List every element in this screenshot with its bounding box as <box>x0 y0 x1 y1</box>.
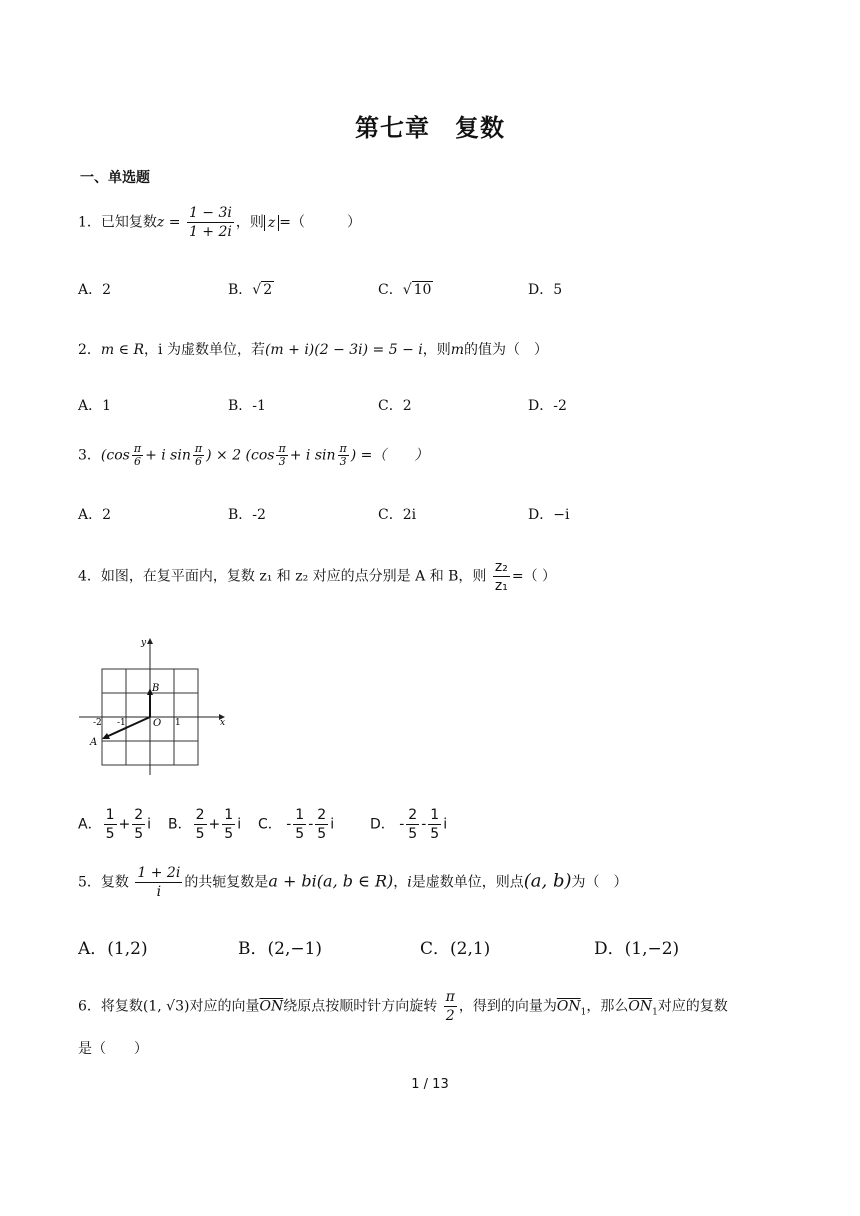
question-3 <box>78 443 428 468</box>
question-5 <box>78 864 628 901</box>
x-axis-label: x <box>220 718 226 728</box>
q1-option-c-letter: C． <box>378 282 403 298</box>
y-axis-label: y <box>141 638 147 648</box>
q3-frac-4-den: 3 <box>339 455 347 468</box>
q2-option-d: D．-2 <box>528 398 567 414</box>
tick-label-minus-1: -1 <box>117 718 126 728</box>
q1-option-c-radicand: 10 <box>413 282 432 298</box>
q2-text-c: ，则 <box>422 342 451 358</box>
q4-option-c-i: i <box>330 816 335 833</box>
q4-option-c-sign: - <box>286 816 292 833</box>
q4-option-a-op: + <box>118 816 131 833</box>
q1-mid: ，则 <box>235 214 264 231</box>
q3-option-a: A．2 <box>78 507 112 523</box>
q2-m-in-r: m ∈ R <box>100 342 145 358</box>
q4-option-b-letter: B． <box>168 816 192 833</box>
q3-frac-4-num: π <box>339 442 347 455</box>
q2-number: 2． <box>78 342 101 358</box>
q4-option-b-frac-1 <box>194 806 207 843</box>
q3-frac-2 <box>193 443 204 468</box>
q4-option-c-letter: C． <box>258 816 282 833</box>
q1-option-c <box>378 279 433 299</box>
q4-text: 4．如图，在复平面内，复数 z₁ 和 z₂ 对应的点分别是 A 和 B，则 <box>78 568 487 585</box>
q2-equation: (m + i)(2 − 3i) = 5 − i <box>264 342 423 358</box>
q4-option-d-sign: - <box>399 816 405 833</box>
q4-option-a-i: i <box>147 816 152 833</box>
q6-suffix: 对应的复数 <box>657 998 728 1015</box>
q1-option-b-letter: B． <box>228 282 253 298</box>
q4-option-d-frac-2-den: 5 <box>430 826 440 842</box>
complex-plane-figure <box>75 632 235 780</box>
q6-vector-on: $\overline{ON}$ <box>259 998 284 1015</box>
q4-option-d-op: - <box>421 816 427 833</box>
q4-suffix: =（ ） <box>511 568 557 585</box>
q1-option-b <box>228 279 274 299</box>
q1-option-a: A．2 <box>78 282 112 298</box>
q4-option-c-op: - <box>308 816 314 833</box>
q1-prefix: 1．已知复数 <box>78 214 157 231</box>
q6-denominator: 2 <box>445 1008 455 1024</box>
q4-option-c-frac-2-den: 5 <box>317 826 327 842</box>
q4-option-d <box>370 806 447 843</box>
section-heading: 一、单选题 <box>80 170 150 186</box>
question-6 <box>78 988 728 1025</box>
q3-option-d: D．−i <box>528 507 570 523</box>
q4-option-c-frac-1 <box>293 806 306 843</box>
q1-fraction <box>187 204 234 241</box>
q6-vector-on1-b-sub: 1 <box>652 1007 658 1018</box>
q5-expression: a + bi(a, b ∈ R) <box>268 871 394 891</box>
page-title: 第七章 复数 <box>355 114 505 142</box>
q1-option-d: D．5 <box>528 282 563 298</box>
q6-vector-on1: $\overline{ON}$ <box>556 998 581 1015</box>
q5-prefix: 5．复数 <box>78 874 129 891</box>
q5-option-a: A．(1,2) <box>78 939 148 959</box>
q4-option-c-frac-2 <box>315 806 328 843</box>
q3-expr-b: + i sin <box>145 447 191 464</box>
q1-numerator: 1 − 3i <box>188 205 232 221</box>
q5-i: i <box>407 874 412 891</box>
q4-option-d-letter: D． <box>370 816 395 833</box>
vector-oa <box>106 717 150 737</box>
q4-numerator: z₂ <box>494 559 508 575</box>
q3-frac-4 <box>338 443 349 468</box>
point-b-label: B <box>152 683 160 694</box>
q4-option-d-frac-1-den: 5 <box>408 826 418 842</box>
q4-fraction <box>493 558 510 595</box>
q1-option-c-sqrt: √ 10 <box>402 282 432 298</box>
q6-vector-on1-b: $\overline{ON}$ <box>628 998 653 1015</box>
q2-option-b: B．-1 <box>228 398 266 414</box>
q1-eq: = <box>168 214 181 231</box>
q2-option-a: A．1 <box>78 398 112 414</box>
q5-mid3: 是虚数单位，则点 <box>411 874 524 891</box>
tick-label-1: 1 <box>175 718 181 728</box>
q3-expr-d: + i sin <box>289 447 336 464</box>
q1-option-b-radicand: 2 <box>263 282 273 298</box>
q1-z: z <box>156 214 165 231</box>
q3-frac-1-num: π <box>133 442 142 455</box>
q4-option-a-frac-2 <box>132 806 145 843</box>
q6-numerator: π <box>445 989 455 1005</box>
q6-vector-on1-sub: 1 <box>580 1007 587 1018</box>
q5-option-d: D．(1,−2) <box>594 939 680 959</box>
q1-option-b-sqrt: √ 2 <box>252 282 273 298</box>
q3-option-c: C．2i <box>378 507 417 523</box>
q2-option-c: C．2 <box>378 398 412 414</box>
q4-option-c <box>258 806 334 843</box>
q6-fraction <box>444 988 457 1025</box>
q4-option-a-frac-1 <box>104 806 117 843</box>
q4-option-a-frac-2-den: 5 <box>134 826 144 842</box>
q6-mid2: ，得到的向量为 <box>458 998 557 1015</box>
q4-option-b-frac-2-num: 1 <box>224 807 234 823</box>
q2-text-b: ，i 为虚数单位，若 <box>144 342 265 358</box>
q4-option-b-frac-2 <box>222 806 235 843</box>
q5-point: (a, b) <box>523 870 572 892</box>
q4-option-a <box>78 806 151 843</box>
q4-option-a-frac-2-num: 2 <box>134 807 144 823</box>
q1-denominator: 1 + 2i <box>188 224 232 240</box>
q6-mid3: ，那么 <box>586 998 629 1015</box>
page-number: 1 / 13 <box>411 1077 449 1092</box>
q6-prefix: 6．将复数(1, √3)对应的向量 <box>78 998 260 1015</box>
q4-denominator: z₁ <box>494 578 508 594</box>
q3-expr-e: ) =（ ） <box>350 447 429 464</box>
q6-line-2: 是（ ） <box>78 1041 148 1057</box>
question-1 <box>78 204 361 241</box>
q5-mid2: ， <box>393 874 408 891</box>
q3-option-b: B．-2 <box>228 507 266 523</box>
q4-option-b-i: i <box>237 816 242 833</box>
q1-suffix: =（ ） <box>279 214 362 231</box>
q4-option-a-frac-1-num: 1 <box>105 807 115 823</box>
question-2 <box>78 339 548 359</box>
q3-frac-2-den: 6 <box>194 455 202 468</box>
origin-label: O <box>153 718 162 729</box>
q5-option-b: B．(2,−1) <box>238 939 323 959</box>
q5-suffix: 为（ ） <box>571 874 628 891</box>
q3-frac-3-den: 3 <box>278 455 286 468</box>
q4-option-b-frac-1-den: 5 <box>195 826 205 842</box>
q6-mid: 绕原点按顺时针方向旋转 <box>283 998 438 1015</box>
q2-text-d: 的值为（ ） <box>464 342 549 358</box>
q4-option-a-letter: A． <box>78 816 102 833</box>
q3-expr-c: ) × 2 (cos <box>206 447 275 464</box>
q5-denominator: i <box>156 884 162 900</box>
q3-frac-3 <box>276 443 287 468</box>
q4-option-d-frac-1-num: 2 <box>408 807 418 823</box>
q3-frac-1 <box>132 443 143 468</box>
q4-option-d-frac-1 <box>406 806 419 843</box>
q4-option-b-op: + <box>208 816 221 833</box>
q1-abs-z: z <box>264 215 279 231</box>
q5-fraction <box>135 864 182 901</box>
q3-frac-2-num: π <box>194 442 203 455</box>
q4-option-d-frac-2-num: 1 <box>430 807 440 823</box>
tick-label-minus-2: -2 <box>93 718 102 728</box>
q5-option-c: C．(2,1) <box>420 939 491 959</box>
q5-numerator: 1 + 2i <box>137 865 181 881</box>
q3-expr-a: (cos <box>100 447 130 464</box>
q4-option-b-frac-1-num: 2 <box>195 807 205 823</box>
q5-mid: 的共轭复数是 <box>184 874 269 891</box>
q3-frac-3-num: π <box>278 442 286 455</box>
q4-option-a-frac-1-den: 5 <box>105 826 115 842</box>
y-axis-arrow <box>147 638 153 644</box>
q4-option-b <box>168 806 241 843</box>
question-4 <box>78 558 556 595</box>
q4-option-c-frac-1-den: 5 <box>295 826 305 842</box>
q2-m: m <box>450 342 465 358</box>
q3-prefix: 3． <box>78 447 101 464</box>
q4-option-c-frac-1-num: 1 <box>295 807 305 823</box>
point-a-label: A <box>90 737 98 748</box>
q3-frac-1-den: 6 <box>133 455 141 468</box>
q4-option-d-frac-2 <box>428 806 441 843</box>
q4-option-c-frac-2-num: 2 <box>317 807 327 823</box>
q4-option-d-i: i <box>443 816 448 833</box>
q4-option-b-frac-2-den: 5 <box>224 826 234 842</box>
